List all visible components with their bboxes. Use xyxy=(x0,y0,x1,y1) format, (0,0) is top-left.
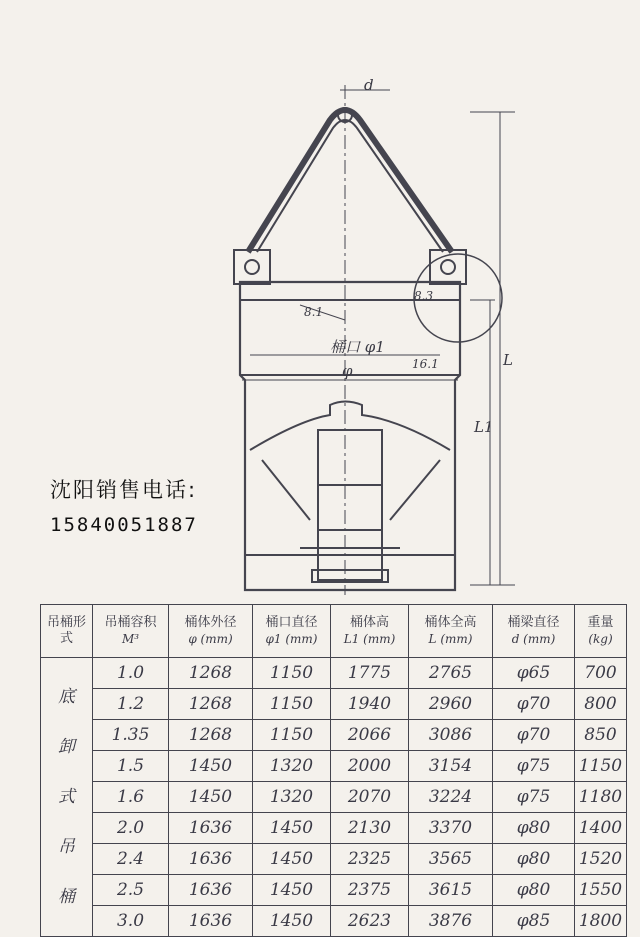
table-row xyxy=(41,751,627,782)
contact-label: 沈阳销售电话: xyxy=(50,478,198,502)
table-header-row xyxy=(41,605,627,658)
table-cell: 2623 xyxy=(331,906,409,937)
table-cell: 1.35 xyxy=(93,720,169,751)
table-cell: 3876 xyxy=(409,906,493,937)
table-cell: 1775 xyxy=(331,658,409,689)
bucket-bail xyxy=(248,110,452,252)
header-type: 吊桶形式 xyxy=(41,605,93,658)
header-total-height: 桶体全高 L (mm) xyxy=(409,605,493,658)
table-row xyxy=(41,658,627,689)
table-cell: 2000 xyxy=(331,751,409,782)
bucket-type-cell: 底 卸 式 吊 桶 xyxy=(41,658,93,937)
table-cell: 1320 xyxy=(253,751,331,782)
table-cell: 2375 xyxy=(331,875,409,906)
table-row xyxy=(41,720,627,751)
table-cell: 1636 xyxy=(169,813,253,844)
table-cell: 1450 xyxy=(169,751,253,782)
table-cell: 2.5 xyxy=(93,875,169,906)
table-cell: 1268 xyxy=(169,720,253,751)
table-cell: 1.6 xyxy=(93,782,169,813)
dim-label-l: L xyxy=(503,351,513,369)
table-row xyxy=(41,844,627,875)
table-cell: 1268 xyxy=(169,658,253,689)
dim-label-d: d xyxy=(364,76,374,94)
table-cell: 1150 xyxy=(253,689,331,720)
header-outer-diameter: 桶体外径 φ (mm) xyxy=(169,605,253,658)
table-cell: 1320 xyxy=(253,782,331,813)
header-volume: 吊桶容积 M³ xyxy=(93,605,169,658)
table-cell: φ75 xyxy=(493,751,575,782)
dim-label-phi1: 桶口 φ1 xyxy=(330,338,385,356)
table-cell: 1550 xyxy=(575,875,627,906)
table-cell: 700 xyxy=(575,658,627,689)
table-cell: 800 xyxy=(575,689,627,720)
table-cell: 2066 xyxy=(331,720,409,751)
table-cell: 1.2 xyxy=(93,689,169,720)
table-row xyxy=(41,906,627,937)
bottom-discharge-cone xyxy=(250,402,450,451)
table-row xyxy=(41,875,627,906)
table-cell: 1150 xyxy=(253,658,331,689)
table-cell: 1400 xyxy=(575,813,627,844)
table-cell: φ65 xyxy=(493,658,575,689)
table-cell: 1636 xyxy=(169,906,253,937)
table-cell: 1.5 xyxy=(93,751,169,782)
table-cell: 2070 xyxy=(331,782,409,813)
dim-label-l1: L1 xyxy=(474,418,494,436)
table-cell: 1.0 xyxy=(93,658,169,689)
dim-label-angle: 16.1 xyxy=(412,357,439,371)
table-cell: 1940 xyxy=(331,689,409,720)
contact-phone: 15840051887 xyxy=(50,514,198,536)
table-cell: 1150 xyxy=(575,751,627,782)
discharge-frame xyxy=(318,430,382,580)
table-cell: 2960 xyxy=(409,689,493,720)
table-cell: 1450 xyxy=(253,875,331,906)
table-cell: 1450 xyxy=(253,844,331,875)
table-cell: 3370 xyxy=(409,813,493,844)
header-bail-diameter: 桶梁直径 d (mm) xyxy=(493,605,575,658)
table-cell: 850 xyxy=(575,720,627,751)
table-cell: 3565 xyxy=(409,844,493,875)
header-body-height: 桶体高 L1 (mm) xyxy=(331,605,409,658)
left-lug xyxy=(234,250,270,284)
table-row xyxy=(41,689,627,720)
table-cell: 3224 xyxy=(409,782,493,813)
table-cell: φ80 xyxy=(493,844,575,875)
table-cell: φ80 xyxy=(493,875,575,906)
table-cell: φ75 xyxy=(493,782,575,813)
table-cell: 1520 xyxy=(575,844,627,875)
table-cell: 1150 xyxy=(253,720,331,751)
dim-label-phi: φ xyxy=(342,362,353,380)
table-row xyxy=(41,813,627,844)
table-cell: 3154 xyxy=(409,751,493,782)
table-row xyxy=(41,782,627,813)
header-mouth-diameter: 桶口直径 φ1 (mm) xyxy=(253,605,331,658)
table-cell: 1450 xyxy=(169,782,253,813)
table-cell: φ85 xyxy=(493,906,575,937)
header-weight: 重量 (kg) xyxy=(575,605,627,658)
table-cell: 1180 xyxy=(575,782,627,813)
dim-label-slope: 8.1 xyxy=(304,305,324,319)
table-cell: φ80 xyxy=(493,813,575,844)
table-cell: 1800 xyxy=(575,906,627,937)
table-cell: 2.4 xyxy=(93,844,169,875)
dim-label-r: 8.3 xyxy=(414,289,434,303)
table-cell: 2765 xyxy=(409,658,493,689)
table-cell: 2130 xyxy=(331,813,409,844)
table-cell: 1636 xyxy=(169,875,253,906)
table-cell: 3.0 xyxy=(93,906,169,937)
table-cell: 3615 xyxy=(409,875,493,906)
spec-table xyxy=(40,604,627,937)
table-cell: 1636 xyxy=(169,844,253,875)
table-cell: 2.0 xyxy=(93,813,169,844)
table-cell: 1450 xyxy=(253,813,331,844)
table-cell: 1268 xyxy=(169,689,253,720)
table-cell: 3086 xyxy=(409,720,493,751)
table-cell: φ70 xyxy=(493,720,575,751)
table-cell: 1450 xyxy=(253,906,331,937)
table-cell: 2325 xyxy=(331,844,409,875)
table-cell: φ70 xyxy=(493,689,575,720)
